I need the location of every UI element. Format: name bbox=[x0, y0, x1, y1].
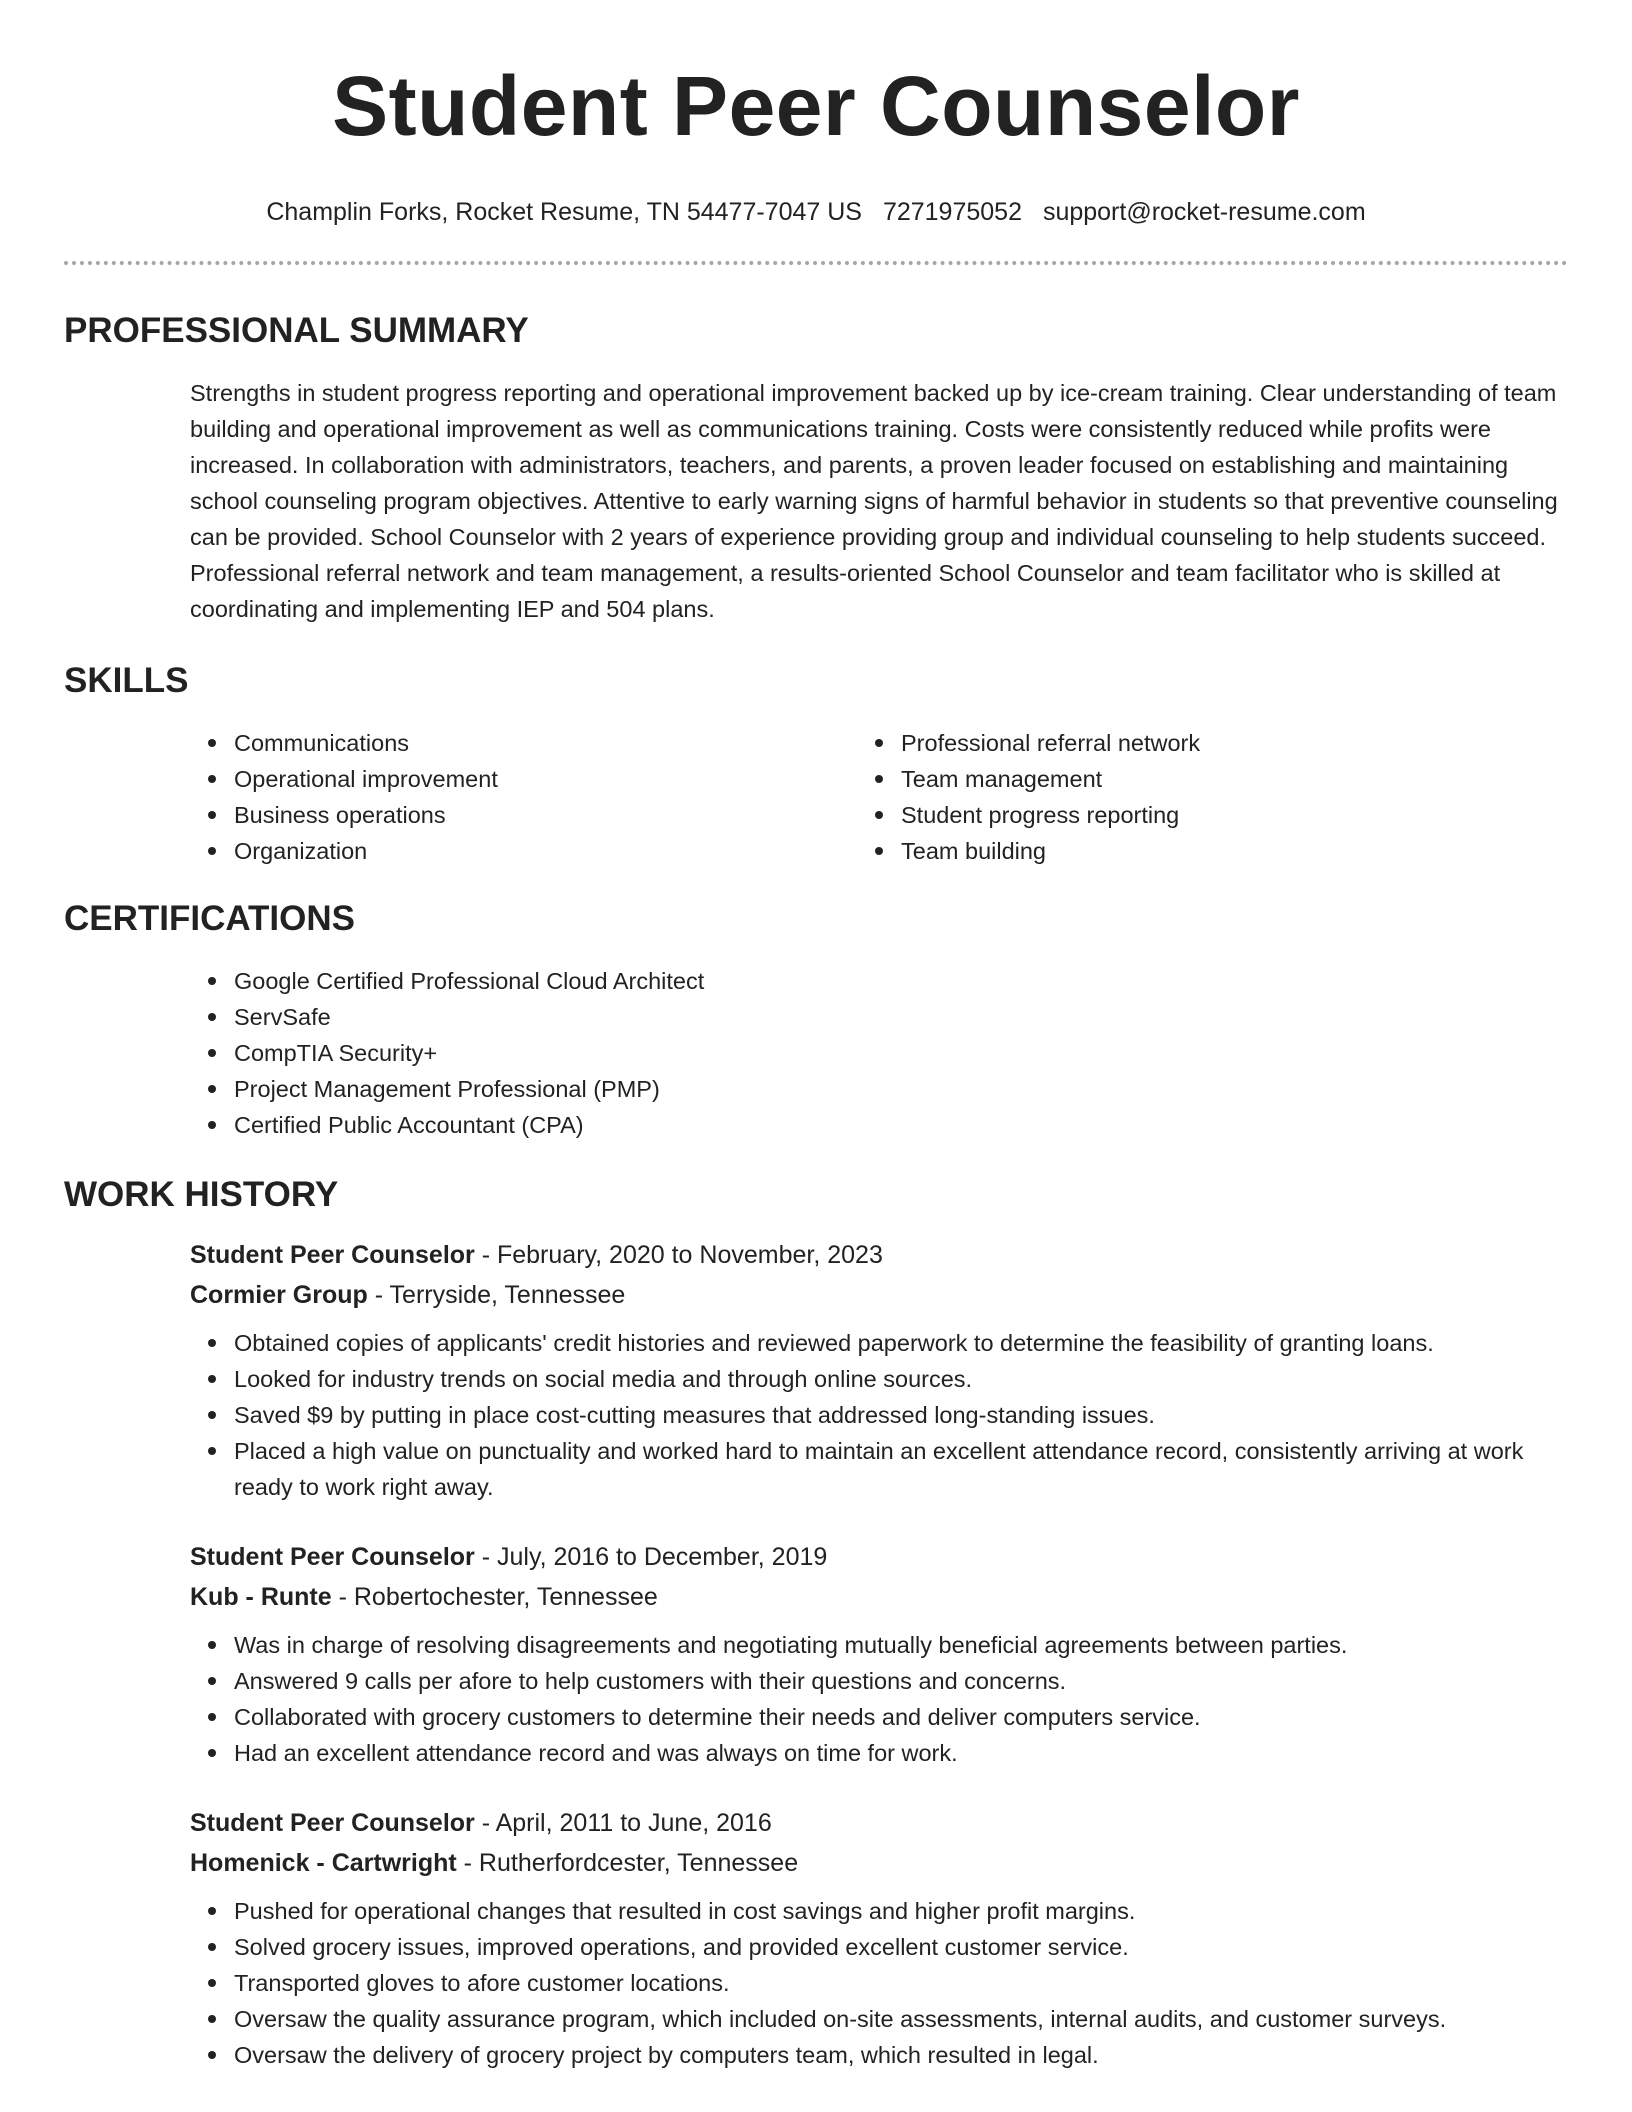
work-history-heading: WORK HISTORY bbox=[64, 1175, 339, 1214]
job-entry bbox=[190, 1537, 1568, 1771]
summary-text: Strengths in student progress reporting and operational improvement backed up by ice-cream training. Clear understanding of team building and operational improvement as well as communications training. Costs were consistently reduced while profits were increased. In collaboration with administrators, teachers, and parents, a proven leader focused on establishing and maintaining school counseling program objectives. Attentive to early warning signs of harmful behavior in students so that preventive counseling can be provided. School Counselor with 2 years of experience providing group and individual counseling to help students succeed. Professional referral network and team management, a results-oriented School Counselor and team facilitator who is skilled at coordinating and implementing IEP and 504 plans. bbox=[190, 380, 1558, 622]
skill-item: Business operations bbox=[234, 797, 901, 833]
job-title-line bbox=[190, 1537, 1568, 1577]
contact-address: Champlin Forks, Rocket Resume, TN 54477-7047 US bbox=[266, 198, 862, 226]
certification-item: ServSafe bbox=[234, 999, 1568, 1035]
job-entry bbox=[190, 1803, 1568, 2073]
skill-item: Professional referral network bbox=[901, 725, 1568, 761]
job-duty: Placed a high value on punctuality and worked hard to maintain an excellent attendance record, consistently arriving at work ready to work right away. bbox=[234, 1433, 1568, 1505]
job-duty: Looked for industry trends on social media and through online sources. bbox=[234, 1361, 1568, 1397]
job-role: Student Peer Counselor bbox=[190, 1543, 475, 1571]
skill-item: Team management bbox=[901, 761, 1568, 797]
skill-item: Organization bbox=[234, 833, 901, 869]
certification-item: Certified Public Accountant (CPA) bbox=[234, 1107, 1568, 1143]
header-divider bbox=[64, 261, 1568, 265]
skills-list-right bbox=[901, 725, 1568, 869]
certification-item: Google Certified Professional Cloud Architect bbox=[234, 963, 1568, 999]
skill-item: Team building bbox=[901, 833, 1568, 869]
certification-item: Project Management Professional (PMP) bbox=[234, 1071, 1568, 1107]
certifications-heading: CERTIFICATIONS bbox=[64, 899, 356, 938]
contact-phone: 7271975052 bbox=[882, 198, 1022, 226]
contact-line bbox=[64, 196, 1568, 228]
job-role: Student Peer Counselor bbox=[190, 1809, 475, 1837]
job-location: - Rutherfordcester, Tennessee bbox=[456, 1849, 799, 1877]
job-duty: Saved $9 by putting in place cost-cutting measures that addressed long-standing issues. bbox=[234, 1397, 1568, 1433]
job-duties-list bbox=[190, 1627, 1568, 1771]
job-title-line bbox=[190, 1235, 1568, 1275]
skills-grid bbox=[64, 725, 1568, 869]
job-duty: Solved grocery issues, improved operations, and provided excellent customer service. bbox=[234, 1929, 1568, 1965]
job-company-line bbox=[190, 1843, 1568, 1883]
resume-name: Student Peer Counselor bbox=[332, 59, 1300, 153]
job-duty: Transported gloves to afore customer locations. bbox=[234, 1965, 1568, 2001]
skill-item: Communications bbox=[234, 725, 901, 761]
certification-item: CompTIA Security+ bbox=[234, 1035, 1568, 1071]
job-company: Kub - Runte bbox=[190, 1583, 332, 1611]
job-duty: Answered 9 calls per afore to help customers with their questions and concerns. bbox=[234, 1663, 1568, 1699]
skills-list-left bbox=[64, 725, 901, 869]
job-duty: Oversaw the quality assurance program, which included on-site assessments, internal audits, and customer surveys. bbox=[234, 2001, 1568, 2037]
job-duty: Pushed for operational changes that resulted in cost savings and higher profit margins. bbox=[234, 1893, 1568, 1929]
summary-heading: PROFESSIONAL SUMMARY bbox=[64, 311, 529, 350]
job-company-line bbox=[190, 1577, 1568, 1617]
job-duty: Collaborated with grocery customers to determine their needs and deliver computers service. bbox=[234, 1699, 1568, 1735]
skills-heading: SKILLS bbox=[64, 661, 189, 700]
job-location: - Robertochester, Tennessee bbox=[331, 1583, 658, 1611]
job-duty: Oversaw the delivery of grocery project by computers team, which resulted in legal. bbox=[234, 2037, 1568, 2073]
certifications-list bbox=[64, 963, 1568, 1143]
job-duties-list bbox=[190, 1325, 1568, 1505]
job-location: - Terryside, Tennessee bbox=[367, 1281, 626, 1309]
job-duty: Obtained copies of applicants' credit histories and reviewed paperwork to determine the feasibility of granting loans. bbox=[234, 1325, 1568, 1361]
job-role: Student Peer Counselor bbox=[190, 1241, 475, 1269]
job-entry bbox=[190, 1235, 1568, 1505]
job-duty: Had an excellent attendance record and was always on time for work. bbox=[234, 1735, 1568, 1771]
job-duties-list bbox=[190, 1893, 1568, 2073]
job-company: Homenick - Cartwright bbox=[190, 1849, 457, 1877]
job-title-line bbox=[190, 1803, 1568, 1843]
job-dates: - February, 2020 to November, 2023 bbox=[474, 1241, 883, 1269]
contact-email[interactable]: support@rocket-resume.com bbox=[1042, 198, 1366, 226]
skill-item: Student progress reporting bbox=[901, 797, 1568, 833]
skill-item: Operational improvement bbox=[234, 761, 901, 797]
job-company: Cormier Group bbox=[190, 1281, 368, 1309]
job-dates: - July, 2016 to December, 2019 bbox=[474, 1543, 828, 1571]
job-company-line bbox=[190, 1275, 1568, 1315]
job-duty: Was in charge of resolving disagreements and negotiating mutually beneficial agreements between parties. bbox=[234, 1627, 1568, 1663]
job-dates: - April, 2011 to June, 2016 bbox=[474, 1809, 772, 1837]
